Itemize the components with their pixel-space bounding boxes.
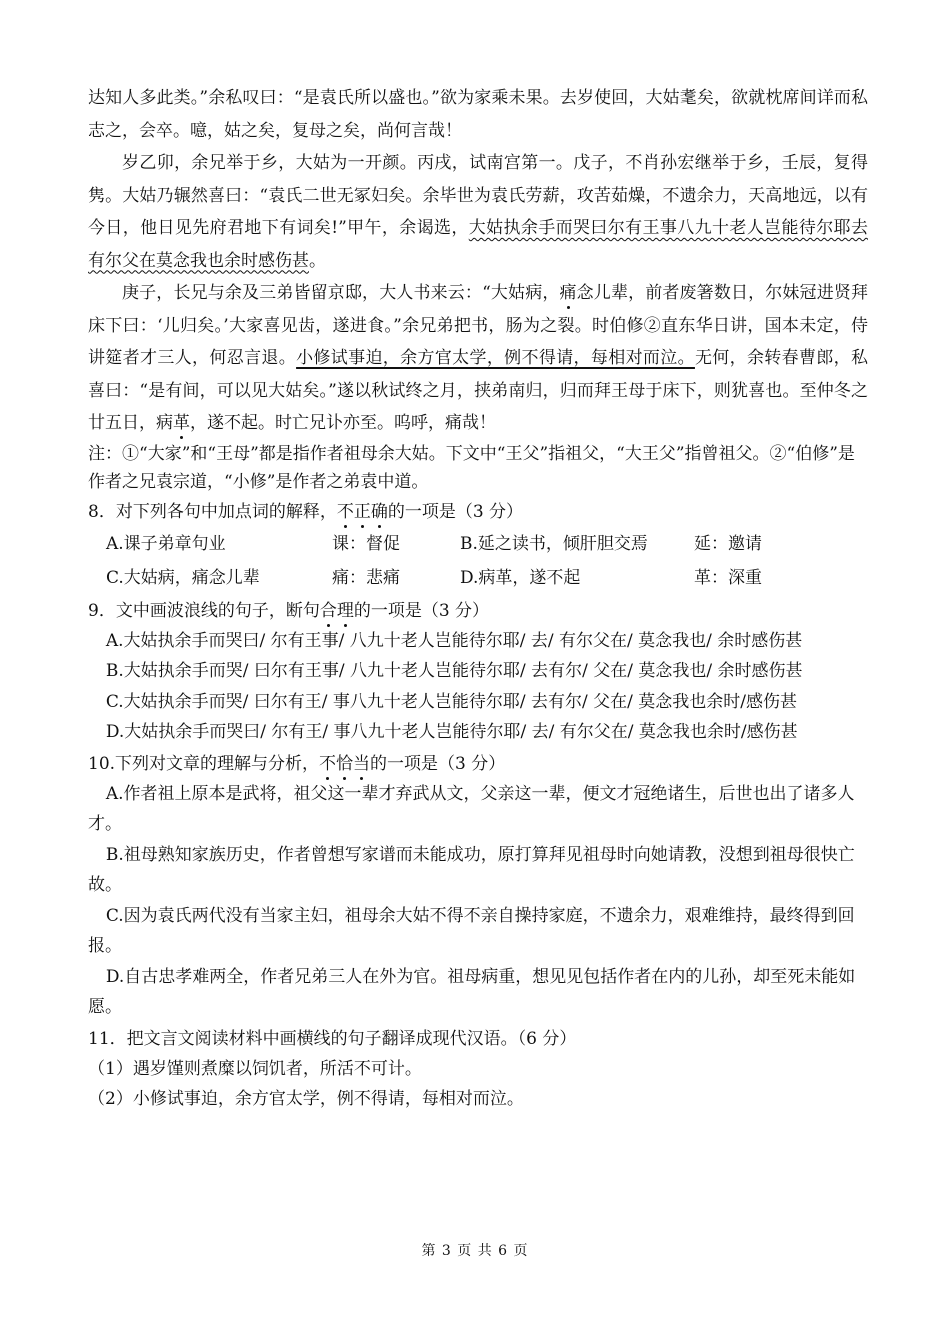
question-9-option-b[interactable]: B.大姑执余手而哭/ 曰尔有王事/ 八九十老人岂能待尔耶/ 去有尔/ 父在/ 莫念我也/ 余时感伤甚 <box>105 661 803 681</box>
underlined-sentence: 小修试事迫，余方官太学，例不得请，每相对而泣。 <box>296 348 695 368</box>
passage-text: 念儿辈，前者废箸数日，尔妹冠进贤拜床下曰：‘儿归矣。’大家喜见齿，遂进食。”余兄弟把书，肠为之裂。时伯修②直东华日讲，国本未定，侍讲筵者才三人，何忍言退。 <box>88 283 868 368</box>
dotted-char: 恰 <box>336 753 354 774</box>
passage-text: 庚子，长兄与余及三弟皆留京邸，大人书来云：“大姑病， <box>122 283 560 303</box>
option-c[interactable]: C.大姑病，痛念儿辈 <box>106 567 260 588</box>
option-b-explanation: 延：邀请 <box>694 533 762 554</box>
question-10-option-c[interactable]: C.因为袁氏两代没有当家主妇，祖母余大姑不得不亲自操持家庭，不遗余力，艰难维持，最终得到回报。 <box>88 905 855 956</box>
stem-text: 的一项是（3 分） <box>353 600 490 621</box>
question-8-stem <box>88 498 868 527</box>
dotted-char: 正 <box>353 501 371 522</box>
dotted-emphasis <box>319 754 370 774</box>
passage-text: 达知人多此类。”余私叹曰：“是袁氏所以盛也。”欲为家乘未果。去岁使回，大姑耄矣，欲就枕席间详而私志之，会卒。噫，姑之矣，复母之矣，尚何言哉！ <box>88 88 868 141</box>
passage-paragraph-1 <box>88 82 868 147</box>
stem-text: 8．对下列各句中加点词的解释， <box>88 501 337 522</box>
question-8-options-row-1 <box>88 527 868 561</box>
passage-text: ，遂不起。时亡兄讣亦至。呜呼，痛哉！ <box>190 413 496 433</box>
dotted-char: 确 <box>370 501 388 522</box>
option-a-explanation: 课：督促 <box>332 533 400 554</box>
stem-text: 的一项是（3 分） <box>370 753 506 774</box>
option-c-explanation: 痛：悲痛 <box>332 567 400 588</box>
passage-paragraph-2 <box>88 147 868 277</box>
dotted-char: 理 <box>336 600 354 621</box>
question-10-option-d[interactable]: D.自古忠孝难两全，作者兄弟三人在外为官。祖母病重，想见见包括作者在内的儿孙，却至死未能如愿。 <box>88 966 856 1017</box>
question-10-stem <box>88 750 868 779</box>
dotted-emphasis <box>320 601 354 621</box>
question-11-sentence-2: （2）小修试事迫，余方官太学，例不得请，每相对而泣。 <box>88 1088 524 1109</box>
annotation-note: 注：①“大家”和“王母”都是指作者祖母余大姑。下文中“王父”指祖父，“大王父”指曾祖父。②“伯修”是作者之兄袁宗道，“小修”是作者之弟袁中道。 <box>88 443 855 492</box>
question-9-stem <box>88 597 868 626</box>
passage-text: 。 <box>309 250 326 271</box>
dotted-emphasis <box>337 502 388 522</box>
dotted-char: 合 <box>319 600 337 621</box>
dotted-word: 痛 <box>559 283 577 303</box>
question-11-sentence-1: （1）遇岁馑则煮糜以饲饥者，所活不可计。 <box>88 1058 422 1079</box>
passage-text: 无何，余转春曹郎，私喜曰：“是有间，可以见大姑矣。”遂以秋试终之月，挟弟南归，归而拜王母于床下，则犹喜也。至仲冬之廿五日，病 <box>88 348 869 433</box>
passage-text: 岁乙卯，余兄举于乡，大姑为一开颜。丙戌，试南宫第一。戊子，不肖孙宏继举于乡，壬辰，复得隽。大姑乃辗然喜曰：“袁氏二世无冢妇矣。余毕世为袁氏劳薪，攻苦茹燥，不遗余力，天高地远，以有今日，他日见先府君地下有词矣!”甲午，余谒选， <box>88 153 868 238</box>
question-9-option-c[interactable]: C.大姑执余手而哭/ 曰尔有王/ 事八九十老人岂能待尔耶/ 去有尔/ 父在/ 莫念我也余时/感伤甚 <box>105 691 798 712</box>
page-footer: 第 3 页 共 6 页 <box>421 1243 529 1259</box>
question-10-option-b[interactable]: B.祖母熟知家族历史，作者曾想写家谱而未能成功，原打算拜见祖母时向她请教，没想到祖母很快亡故。 <box>88 844 855 895</box>
dotted-char: 不 <box>336 501 354 522</box>
question-9-option-d[interactable]: D.大姑执余手而哭曰/ 尔有王/ 事八九十老人岂能待尔耶/ 去/ 有尔父在/ 莫念我也余时/感伤甚 <box>105 722 798 742</box>
option-d[interactable]: D.病革，遂不起 <box>460 567 581 588</box>
dotted-word: 革 <box>173 413 190 433</box>
document-body <box>88 82 868 1114</box>
stem-text: 的一项是（3 分） <box>387 501 524 522</box>
passage-paragraph-3 <box>88 277 868 440</box>
question-10-option-a[interactable]: A.作者祖上原本是武将，祖父这一辈才弃武从文，父亲这一辈，便文才冠绝诸生，后世也出了诸多人才。 <box>88 783 855 834</box>
dotted-char: 不 <box>319 753 337 774</box>
stem-text: 10.下列对文章的理解与分析， <box>88 753 320 774</box>
dotted-char: 当 <box>353 753 371 774</box>
question-8-options-row-2 <box>88 561 868 595</box>
question-11-stem: 11．把文言文阅读材料中画横线的句子翻译成现代汉语。（6 分） <box>88 1028 577 1049</box>
stem-text: 9．文中画波浪线的句子，断句 <box>88 600 320 621</box>
option-a[interactable]: A.课子弟章句业 <box>106 533 226 554</box>
question-9-option-a[interactable]: A.大姑执余手而哭曰/ 尔有王事/ 八九十老人岂能待尔耶/ 去/ 有尔父在/ 莫念我也/ 余时感伤甚 <box>105 630 803 651</box>
option-d-explanation: 革：深重 <box>694 567 762 588</box>
wavy-underlined-sentence: 大姑执余手而哭曰尔有王事八九十老人岂能待尔耶去有尔父在莫念我也余时感伤甚 <box>88 218 868 271</box>
option-b[interactable]: B.延之读书，倾肝胆交焉 <box>460 533 648 554</box>
